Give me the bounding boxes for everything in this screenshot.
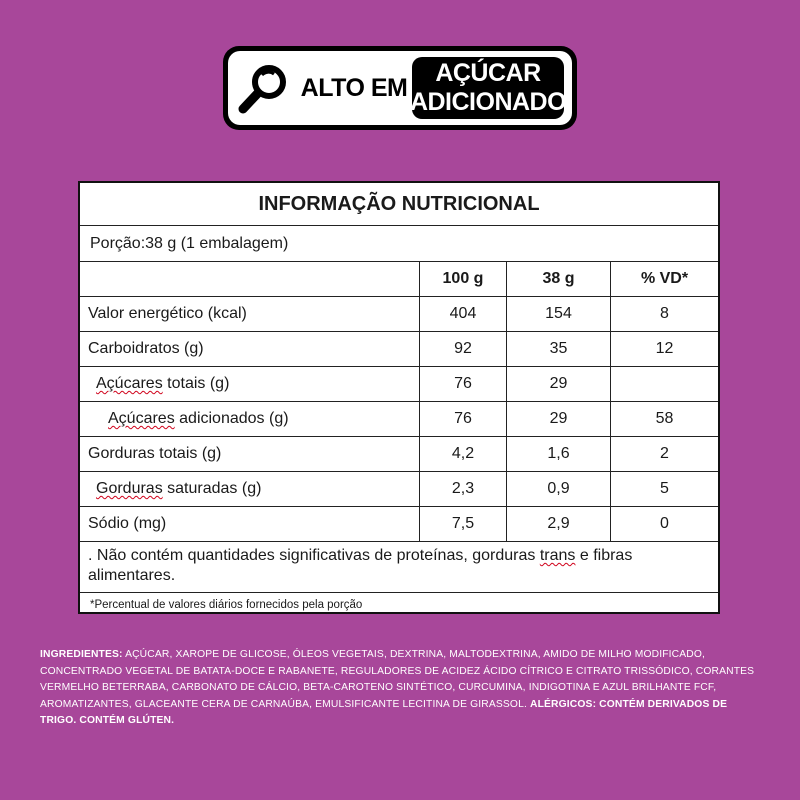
row-value-portion: 0,9	[507, 472, 611, 506]
table-row	[80, 402, 718, 437]
row-value-portion: 29	[507, 367, 611, 401]
row-label-rest: saturadas (g)	[162, 480, 262, 497]
row-value-vd: 5	[660, 480, 669, 497]
row-label	[80, 472, 420, 506]
nutrition-table	[78, 181, 720, 614]
row-value-100g: 92	[420, 332, 507, 366]
row-label-word: Açúcares	[96, 375, 163, 392]
nutrition-note	[80, 542, 718, 593]
header-cell-100g: 100 g	[420, 262, 507, 296]
row-label-word: Gorduras	[96, 480, 163, 497]
row-value-portion: 35	[507, 332, 611, 366]
row-value-100g: 4,2	[420, 437, 507, 471]
row-label: Sódio (mg)	[80, 507, 420, 541]
table-row	[80, 297, 718, 332]
note-text-c: e fibras alimentares.	[88, 547, 633, 584]
front-warning-seal	[223, 46, 577, 130]
row-label: Carboidratos (g)	[80, 332, 420, 366]
table-row	[80, 437, 718, 472]
row-value-100g: 404	[420, 297, 507, 331]
header-cell-label	[80, 262, 420, 296]
table-row	[80, 507, 718, 542]
row-value-vd: 2	[660, 445, 669, 462]
row-value-portion: 29	[507, 402, 611, 436]
nutrition-footnote: *Percentual de valores diários fornecidos pela porção	[90, 599, 363, 611]
ingredients-list: AÇÚCAR, XAROPE DE GLICOSE, ÓLEOS VEGETAIS, DEXTRINA, MALTODEXTRINA, AMIDO DE MILHO MODIFICADO, CONCENTRADO VEGETAL DE BATATA-DOCE E RABANETE, REGULADORES DE ACIDEZ ÁCIDO CÍTRICO E CITRATO TRISSÓDICO, CORANTES VERMELHO BETERRABA, CARBONATO DE CÁLCIO, BETA-CAROTENO SINTÉTICO, CURCUMINA, INDIGOTINA E AZUL BRILHANTE FCF, AROMATIZANTES, GLACEANTE CERA DE CARNAÚBA, EMULSIFICANTE LECITINA DE GIRASSOL.	[40, 649, 755, 710]
ingredients-label: INGREDIENTES:	[40, 649, 123, 660]
note-text-trans: trans	[539, 547, 576, 564]
row-label-rest: adicionados (g)	[174, 410, 289, 427]
row-label: Valor energético (kcal)	[80, 297, 420, 331]
header-cell-vd: % VD*	[640, 270, 689, 287]
seal-inner	[228, 51, 572, 125]
ingredients-text	[40, 647, 764, 730]
row-label	[80, 402, 420, 436]
seal-nutrient-line2: ADICIONADO	[409, 88, 567, 116]
table-row	[80, 367, 718, 402]
header-cell-portion: 38 g	[507, 262, 611, 296]
row-value-portion: 154	[507, 297, 611, 331]
row-value-vd: 0	[660, 515, 669, 532]
row-value-100g: 2,3	[420, 472, 507, 506]
seal-alto-em: ALTO EM	[300, 73, 408, 102]
row-value-portion: 2,9	[507, 507, 611, 541]
row-value-vd: 8	[660, 305, 669, 322]
nutrition-title: INFORMAÇÃO NUTRICIONAL	[80, 183, 718, 226]
row-value-vd	[611, 367, 718, 401]
magnifying-glass-icon	[236, 61, 292, 117]
row-value-100g: 7,5	[420, 507, 507, 541]
seal-nutrient-line1: AÇÚCAR	[435, 59, 541, 87]
row-label-word: Açúcares	[108, 410, 175, 427]
row-value-portion: 1,6	[507, 437, 611, 471]
table-row	[80, 472, 718, 507]
row-value-100g: 76	[420, 402, 507, 436]
row-value-vd: 58	[655, 410, 674, 427]
row-label: Gorduras totais (g)	[80, 437, 420, 471]
table-header-row	[80, 262, 718, 297]
row-value-vd: 12	[655, 340, 674, 357]
nutrition-portion: Porção:38 g (1 embalagem)	[80, 226, 718, 262]
seal-nutrient-box	[409, 57, 567, 119]
note-text-a: . Não contém quantidades significativas de proteínas, gorduras	[88, 547, 540, 564]
table-row	[80, 332, 718, 367]
allergens-text: ALÉRGICOS: CONTÉM DERIVADOS DE TRIGO. CONTÉM GLÚTEN.	[40, 698, 728, 727]
row-label	[80, 367, 420, 401]
row-label-rest: totais (g)	[162, 375, 230, 392]
row-value-100g: 76	[420, 367, 507, 401]
